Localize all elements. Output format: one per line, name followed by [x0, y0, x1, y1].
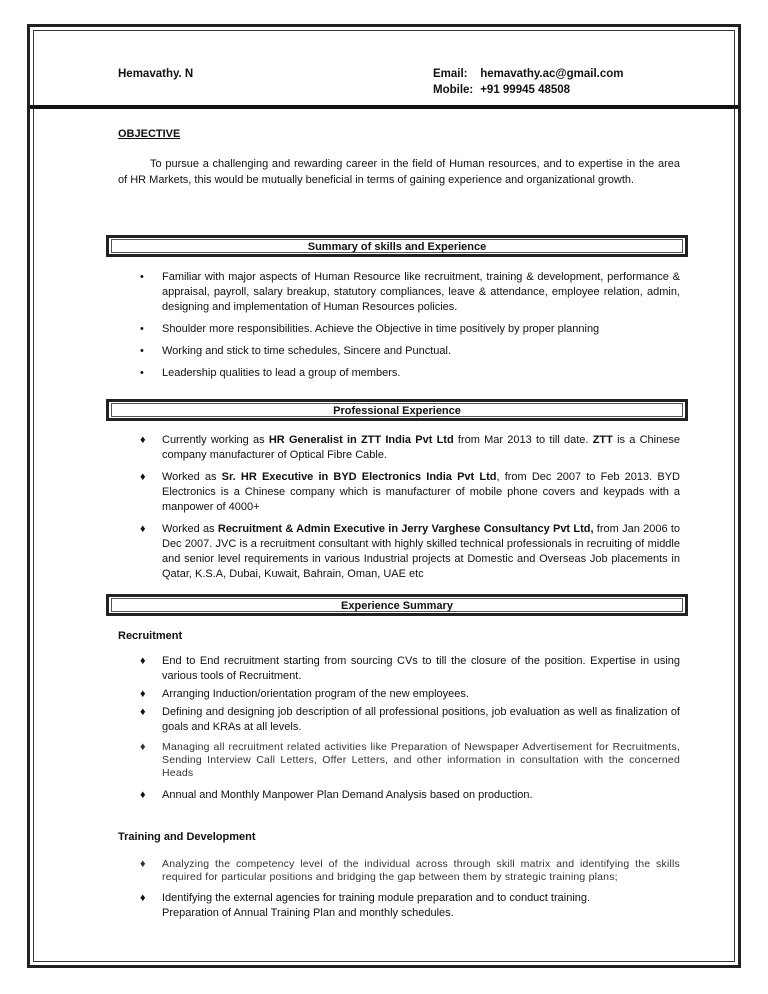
bullet-icon: •	[140, 271, 144, 283]
objective-text: To pursue a challenging and rewarding career in the field of Human resources, and to expertise in the area of HR Markets, this would be mutually beneficial in terms of gaining experience and organizational growth.	[118, 158, 680, 186]
list-item-text: Preparation of Annual Training Plan and monthly schedules.	[162, 907, 454, 919]
bullet-icon: •	[140, 323, 144, 335]
list-item	[140, 705, 680, 735]
list-item	[140, 788, 680, 803]
diamond-bullet-icon: ♦	[140, 688, 146, 700]
text: , from Dec 2007 to Feb 2013. BYD Electronics is a Chinese company which is manufacturer of mobile phone covers and keypads with a manpower of 4000+	[162, 471, 680, 513]
text: from Mar 2013 to till date.	[453, 434, 593, 446]
text: Worked as	[162, 471, 222, 483]
list-item-text: Arranging Induction/orientation program of the new employees.	[162, 688, 469, 700]
skills-section-bar	[106, 235, 688, 257]
candidate-name: Hemavathy. N	[118, 68, 194, 80]
diamond-bullet-icon: ♦	[140, 858, 146, 870]
list-item-text: Annual and Monthly Manpower Plan Demand Analysis based on production.	[162, 789, 533, 801]
list-item	[140, 433, 680, 463]
email-row	[433, 66, 624, 82]
list-item-text: End to End recruitment starting from sourcing CVs to till the closure of the position. Expertise in using various tools of Recruitment.	[162, 655, 680, 682]
text: is a Chinese company manufacturer of Optical Fibre Cable.	[162, 434, 680, 461]
list-item	[140, 366, 680, 381]
text: from Jan 2006 to Dec 2007. JVC is a recruitment consultant with highly skilled technical professionals in recruiting of middle and senior level requirements in various Industrial projects at Domestic and Overseas Job placements in Qatar, K.S.A, Dubai, Kuwait, Bahrain, Oman, UAE etc	[162, 523, 681, 580]
list-item	[140, 687, 680, 702]
header-divider	[30, 105, 738, 109]
professional-section-title: Professional Experience	[111, 403, 683, 417]
bullet-icon: •	[140, 345, 144, 357]
diamond-bullet-icon: ♦	[140, 434, 146, 446]
professional-list	[140, 433, 681, 589]
skills-section-title: Summary of skills and Experience	[111, 239, 683, 253]
text: Worked as	[162, 523, 218, 535]
list-item	[140, 891, 680, 921]
bullet-icon: •	[140, 367, 144, 379]
email-label: Email:	[433, 68, 468, 80]
experience-summary-section-bar	[106, 594, 688, 616]
company-role: HR Generalist in ZTT India Pvt Ltd	[268, 434, 454, 446]
list-item	[140, 270, 680, 315]
objective-title: OBJECTIVE	[118, 128, 181, 140]
list-item-text: Working and stick to time schedules, Sincere and Punctual.	[162, 345, 452, 357]
diamond-bullet-icon: ♦	[140, 471, 146, 483]
diamond-bullet-icon: ♦	[140, 523, 146, 535]
list-item	[140, 654, 680, 684]
diamond-bullet-icon: ♦	[140, 892, 146, 904]
recruitment-title: Recruitment	[118, 630, 183, 642]
list-item	[140, 858, 680, 884]
list-item	[140, 522, 681, 582]
list-item-text: Shoulder more responsibilities. Achieve the Objective in time positively by proper planning	[162, 323, 600, 335]
experience-summary-title: Experience Summary	[111, 598, 683, 612]
list-item	[140, 470, 680, 515]
list-item-text: Familiar with major aspects of Human Resource like recruitment, training & development, performance & appraisal, payroll, salary breakup, statutory compliances, leave & attendance, employee relation, admin, designing and implementation of Human Resources policies.	[162, 271, 680, 313]
company-role: Recruitment & Admin Executive in Jerry Varghese Consultancy Pvt Ltd,	[217, 523, 594, 535]
professional-section-bar	[106, 399, 688, 421]
company-name: ZTT	[592, 434, 613, 446]
list-item-text: Leadership qualities to lead a group of members.	[162, 367, 401, 379]
company-role: Sr. HR Executive in BYD Electronics India Pvt Ltd	[221, 471, 497, 483]
diamond-bullet-icon: ♦	[140, 655, 146, 667]
recruitment-list	[140, 654, 680, 810]
list-item	[140, 344, 680, 359]
email-value: hemavathy.ac@gmail.com	[480, 68, 624, 80]
mobile-value: +91 99945 48508	[480, 84, 571, 96]
training-title: Training and Development	[118, 831, 256, 843]
diamond-bullet-icon: ♦	[140, 741, 146, 753]
list-item	[140, 741, 680, 780]
diamond-bullet-icon: ♦	[140, 789, 146, 801]
list-item-text: Analyzing the competency level of the individual across through skill matrix and identifying the skills required for particular positions and bridging the gap between them by strategic training plans;	[162, 858, 680, 883]
training-list	[140, 858, 680, 921]
list-item-text: Defining and designing job description of all professional positions, job evaluation as well as finalization of goals and KRAs at all levels.	[162, 706, 680, 733]
list-item-text: Identifying the external agencies for training module preparation and to conduct training.	[162, 892, 591, 904]
mobile-label: Mobile:	[433, 84, 474, 96]
list-item	[140, 322, 680, 337]
contact-block	[433, 66, 624, 98]
diamond-bullet-icon: ♦	[140, 706, 146, 718]
list-item-text: Managing all recruitment related activities like Preparation of Newspaper Advertisement for Recruitments, Sending Interview Call Letters, Offer Letters, and other information in consultation with the concerned Heads	[162, 741, 680, 779]
mobile-row	[433, 82, 624, 98]
text: Currently working as	[162, 434, 269, 446]
skills-list	[140, 270, 680, 388]
